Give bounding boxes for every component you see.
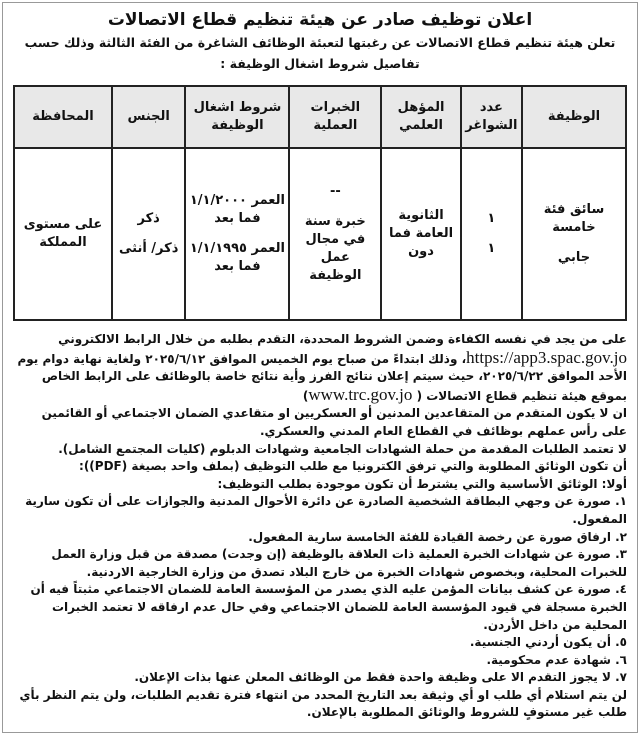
application-paragraph: على من يجد في نفسه الكفاءة وضمن الشروط المحددة، التقدم بطلبه من خلال الرابط الالكتروني https://app3.spac.gov.jo، وذلك ابتداءً من صباح يوم الخميس الموافق ٢٠٢٥/٦/١٢ ولغاية نهاية دوام يوم الأحد الموافق ٢٠٢٥/٦/٢٢، حيث سيتم إعلان نتائج الفرز وأية نتائج خاصة بالوظائف على الرابط الخاص بموقع هيئة تنظيم قطاع الاتصالات ( www.trc.gov.jo) xyxy=(17,332,627,404)
list-item: ٤. صورة عن كشف بيانات المؤمن عليه الذي يصدر من المؤسسة العامة للضمان الاجتماعي مثبتاً فيه أن الخبرة مسجلة في قيود المؤسسة العامة للضمان الاجتماعي وفي حال عدم ارفاقه لا تعتمد الخبرات المحلية من داخل الأردن. xyxy=(30,582,627,632)
header-governorate: المحافظة xyxy=(14,86,112,148)
announcement-body xyxy=(13,331,627,722)
degrees-condition: لا تعتمد الطلبات المقدمة من حملة الشهادات الجامعية وشهادات الدبلوم (كليات المجتمع الشامل). xyxy=(58,441,627,456)
list-item: ١. صورة عن وجهي البطاقة الشخصية الصادرة عن دائرة الأحوال المدنية والجوازات على أن تكون سارية المفعول. xyxy=(25,494,627,526)
basic-documents-heading: أولا: الوثائق الأساسية والتي يشترط أن تكون موجودة بطلب التوظيف: xyxy=(217,476,627,491)
cell-qualification: الثانوية العامة فما دون xyxy=(381,148,461,320)
cell-governorate: على مستوى المملكة xyxy=(14,148,112,320)
list-item: ٥. أن يكون أردني الجنسية. xyxy=(469,635,627,650)
experience-collector: خبرة سنة في مجال عمل الوظيفة xyxy=(304,214,366,283)
vacancies-driver: ١ xyxy=(487,211,496,226)
closing-note: لن يتم استلام أي طلب او أي وثيقة بعد التاريخ المحدد من انتهاء فترة تقديم الطلبات، ولن يتم النظر بأي طلب غير مستوفٍ للشروط والوثائق المطلوبة بالإعلان. xyxy=(19,687,627,720)
experience-driver: -- xyxy=(329,184,341,199)
header-qualification: المؤهل العلمي xyxy=(381,86,461,148)
list-item: ٣. صورة عن شهادات الخبرة العملية ذات العلاقة بالوظيفة (إن وجدت) مصدقة من قبل وزارة العمل للخبرات المحلية، وبخصوص شهادات الخبرة من خارج البلاد تصدق من وزارة الخارجية الاردنية. xyxy=(51,547,627,579)
gender-driver: ذكر xyxy=(137,211,160,226)
subtitle-line-1: تعلن هيئة تنظيم قطاع الاتصالات عن رغبتها لتعبئة الوظائف الشاغرة من الفئة الثالثة وذلك حسب xyxy=(24,35,616,50)
cell-experience xyxy=(289,148,381,320)
header-vacancies: عدد الشواغر xyxy=(461,86,522,148)
retirees-condition: ان لا يكون المتقدم من المتقاعدين المدنين أو العسكريين او متقاعدي الضمان الاجتماعي أو القائمين على رأس عملهم بوظائف في القطاع العام المدني والعسكري. xyxy=(41,406,627,438)
table-header-row xyxy=(14,86,626,148)
list-item: ٢. ارفاق صورة عن رخصة القيادة للفئة الخامسة سارية المفعول. xyxy=(248,529,627,544)
page-title: اعلان توظيف صادر عن هيئة تنظيم قطاع الاتصالات xyxy=(107,10,533,30)
subtitle-line-2: تفاصيل شروط اشغال الوظيفة : xyxy=(220,56,420,71)
jobs-table xyxy=(13,85,627,321)
header-gender: الجنس xyxy=(112,86,185,148)
documents-intro: أن تكون الوثائق المطلوبة والتي ترفق الكترونيا مع طلب التوظيف (بملف واحد بصيغة (PDF)): xyxy=(79,459,627,474)
conditions-collector: العمر ١/١/١٩٩٥ فما بعد xyxy=(189,241,285,274)
header-conditions: شروط اشغال الوظيفة xyxy=(185,86,289,148)
job-announcement xyxy=(2,2,638,733)
job-driver: سائق فئة خامسة xyxy=(543,202,605,235)
list-item: ٦. شهادة عدم محكومية. xyxy=(486,652,627,667)
header-experience: الخبرات العملية xyxy=(289,86,381,148)
trc-website-link[interactable]: www.trc.gov.jo xyxy=(308,384,413,404)
table-row xyxy=(14,148,626,320)
cell-jobs xyxy=(522,148,626,320)
cell-conditions xyxy=(185,148,289,320)
cell-gender xyxy=(112,148,185,320)
list-item: ٧. لا يجوز التقدم الا على وظيفة واحدة فقط من الوظائف المعلن عنها بذات الإعلان. xyxy=(134,670,627,685)
vacancies-collector: ١ xyxy=(487,241,496,256)
gender-collector: ذكر/ أنثى xyxy=(118,241,179,256)
conditions-driver: العمر ١/١/٢٠٠٠ فما بعد xyxy=(189,193,285,226)
header-job: الوظيفة xyxy=(522,86,626,148)
cell-vacancies xyxy=(461,148,522,320)
job-collector: جابي xyxy=(557,250,591,265)
application-link[interactable]: https://app3.spac.gov.jo xyxy=(466,347,627,367)
